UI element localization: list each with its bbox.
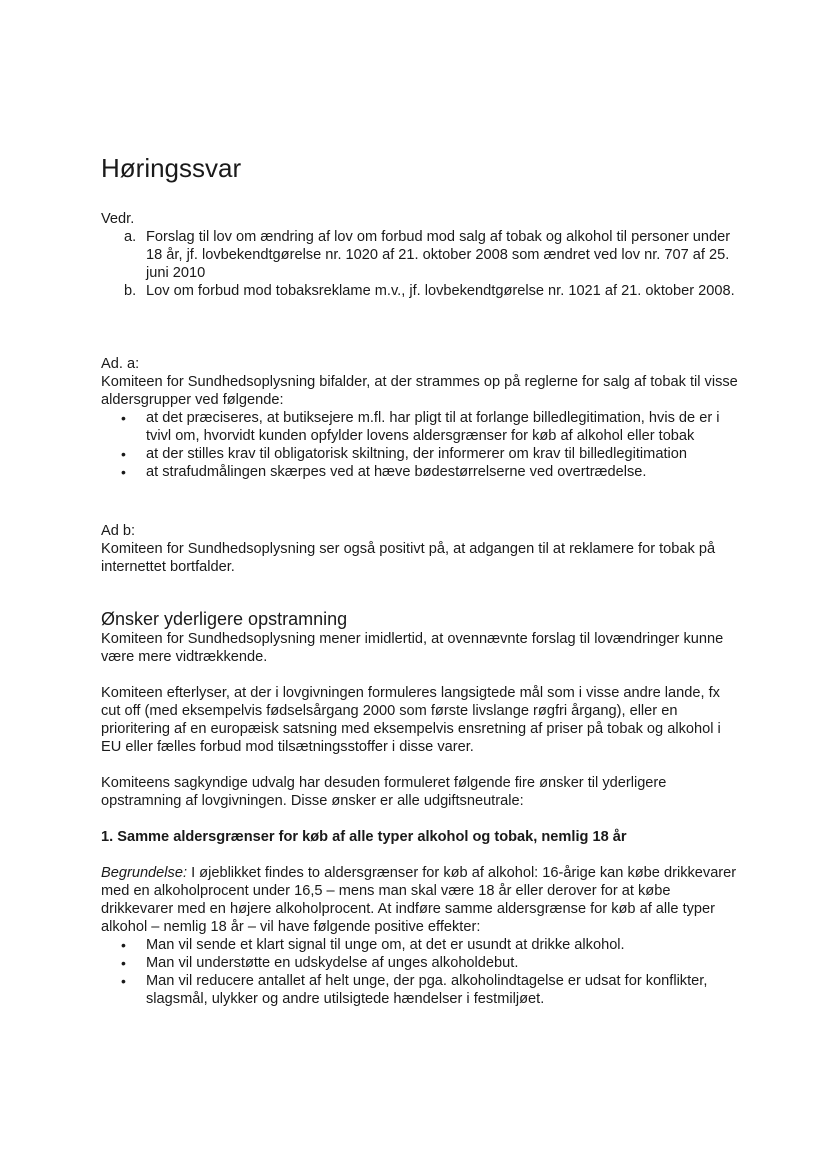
ad-a-bullets: [101, 409, 741, 481]
document-title: Høringssvar: [101, 153, 242, 183]
ad-a-heading: Ad. a:: [101, 356, 140, 372]
bullet-icon: •: [121, 410, 126, 426]
opstramning-section: [101, 608, 741, 1008]
ad-b-heading: Ad b:: [101, 523, 136, 539]
paragraph: Komiteen efterlyser, at der i lovgivningen formuleres langsigtede mål som i visse andre lande, fx cut off (med eksempelvis fødselsårgang 2000 som første livslange røgfri årgang), eller en prioritering af en europæisk satsning med eksempelvis ensretning af priser på tobak og alkohol i EU eller fælles forbud mod tilsætningsstoffer i disse varer.: [101, 685, 721, 755]
vedr-section: [101, 210, 741, 300]
list-item-text: Man vil understøtte en udskydelse af unges alkoholdebut.: [146, 955, 519, 971]
wish-bullets: [101, 936, 741, 1008]
vedr-item-text: Lov om forbud mod tobaksreklame m.v., jf. lovbekendtgørelse nr. 1021 af 21. oktober 2008.: [146, 283, 735, 299]
list-item-text: at strafudmålingen skærpes ved at hæve bødestørrelserne ved overtrædelse.: [146, 464, 647, 480]
list-item-text: at det præciseres, at butiksejere m.fl. har pligt til at forlange billedlegitimation, hvis de er i tvivl om, hvorvidt kunden opfylder lovens aldersgrænser for køb af alkohol eller tobak: [146, 410, 720, 444]
ad-b-text: Komiteen for Sundhedsoplysning ser også positivt på, at adgangen til at reklamere for tobak på internettet bortfalder.: [101, 541, 716, 575]
ad-a-section: [101, 355, 741, 481]
vedr-item: [101, 282, 741, 300]
list-item-text: at der stilles krav til obligatorisk skiltning, der informerer om krav til billedlegitimation: [146, 446, 687, 462]
wish-heading: 1. Samme aldersgrænser for køb af alle typer alkohol og tobak, nemlig 18 år: [101, 829, 627, 845]
bullet-icon: •: [121, 955, 126, 971]
vedr-item-text: Forslag til lov om ændring af lov om forbud mod salg af tobak og alkohol til personer under 18 år, jf. lovbekendtgørelse nr. 1020 af 21. oktober 2008 som ændret ved lov nr. 707 af 25. juni 2010: [146, 229, 731, 281]
section-heading: Ønsker yderligere opstramning: [101, 609, 348, 629]
vedr-list: [101, 228, 741, 300]
vedr-label: Vedr.: [101, 211, 135, 227]
list-item: [101, 445, 741, 463]
paragraph: [101, 864, 741, 936]
list-item: [101, 463, 741, 481]
bullet-icon: •: [121, 446, 126, 462]
bullet-icon: •: [121, 937, 126, 953]
paragraph: Komiteens sagkyndige udvalg har desuden formuleret følgende fire ønsker til yderligere opstramning af lovgivningen. Disse ønsker er alle udgiftsneutrale:: [101, 775, 667, 809]
list-item-text: Man vil reducere antallet af helt unge, der pga. alkoholindtagelse er udsat for konflikter, slagsmål, ulykker og andre utilsigtede hændelser i festmiljøet.: [146, 973, 708, 1007]
begrundelse-label: Begrundelse:: [101, 865, 188, 881]
vedr-item: [101, 228, 741, 282]
list-item: [101, 936, 741, 954]
list-marker: a.: [124, 229, 137, 245]
list-item: [101, 972, 741, 1008]
ad-a-intro: Komiteen for Sundhedsoplysning bifalder, at der strammes op på reglerne for salg af tobak til visse aldersgrupper ved følgende:: [101, 374, 738, 408]
list-item: [101, 409, 741, 445]
list-marker: b.: [124, 283, 137, 299]
bullet-icon: •: [121, 464, 126, 480]
list-item: [101, 954, 741, 972]
paragraph: Komiteen for Sundhedsoplysning mener imidlertid, at ovennævnte forslag til lovændringer kunne være mere vidtrækkende.: [101, 631, 724, 665]
list-item-text: Man vil sende et klart signal til unge om, at det er usundt at drikke alkohol.: [146, 937, 625, 953]
begrundelse-text: I øjeblikket findes to aldersgrænser for køb af alkohol: 16-årige kan købe drikkevarer med en alkoholprocent under 16,5 – mens man skal være 18 år eller derover for at købe drikkevarer med en højere alkoholprocent. At indføre samme aldersgrænse for køb af alle typer alkohol – nemlig 18 år – vil have følgende positive effekter:: [101, 865, 737, 935]
ad-b-section: [101, 522, 741, 576]
bullet-icon: •: [121, 973, 126, 989]
